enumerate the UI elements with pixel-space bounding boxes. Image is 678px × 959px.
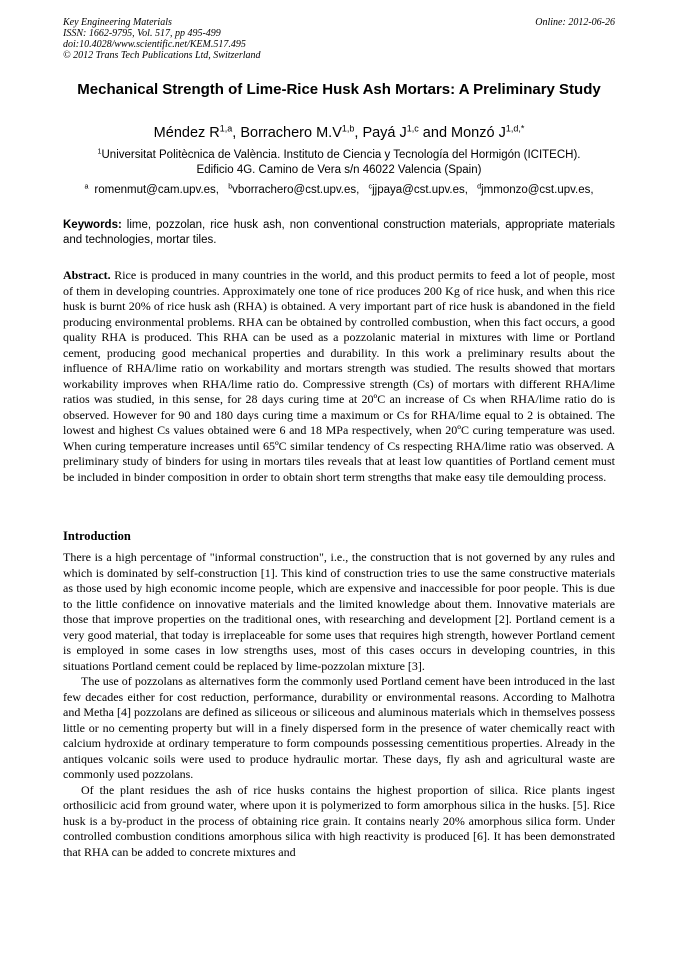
keywords <box>63 218 615 248</box>
paper-title: Mechanical Strength of Lime-Rice Husk Ash Mortars: A Preliminary Study <box>77 81 601 98</box>
author-affil-sup: 1,b <box>341 123 355 134</box>
journal-name: Key Engineering Materials <box>63 17 172 28</box>
affiliation-sup: 1 <box>97 147 102 156</box>
journal-copyright: © 2012 Trans Tech Publications Ltd, Switzerland <box>63 50 261 61</box>
author-separator: and <box>418 125 452 141</box>
author-name: Payá J <box>362 125 407 141</box>
abstract-text: Rice is produced in many countries in the world, and this product permits to feed a lot of people, most of them in developing countries. Approximately one tone of rice produces 200 Kg of rice husk, and when this rice husk is burnt 20% of rice husk ash (RHA) is obtained. A very important part of rice husk is abandoned in the field producing environmental problems. RHA can be obtained by controlled combustion, when this fact occurs, a good quality RHA is produced. This RHA can be used as a pozzolanic material in mixtures with lime or Portland cement, producing good mechanical properties and durability. In this work a preliminary results about the influence of RHA/lime ratio on workability and mortars strength was studied. The results showed that mortars workability improves when RHA/lime ratio do. Compressive strength (Cs) of mortars with different RHA/lime ratios was studied, in this sense, for 28 days curing time at 20ºC an increase of Cs when RHA/lime ratio do is observed. However for 90 and 180 days curing time a maximum or Cs for RHA/lime equal to 2 is obtained. The lowest and highest Cs values obtained were 6 and 18 MPa respectively, when 20ºC curing temperature was used. When curing temperature increases until 65ºC similar tendency of Cs respecting RHA/lime ratio was observed. A preliminary study of binders for using in mortars tiles reveals that at least low quantities of Portland cement must be included in binder composition in order to obtain short term strengths that make easy tile demoulding process. <box>63 268 615 484</box>
author-list <box>63 123 615 143</box>
author-separator: , <box>232 125 241 141</box>
abstract-label: Abstract. <box>63 268 111 282</box>
journal-doi: doi:10.4028/www.scientific.net/KEM.517.495 <box>63 39 246 50</box>
author-name: Méndez R <box>153 125 220 141</box>
affiliation <box>63 148 615 178</box>
email-sup: c <box>368 182 373 191</box>
journal-header <box>63 17 615 61</box>
email-sup: b <box>228 182 233 191</box>
author-affil-sup: 1,d,* <box>505 123 525 134</box>
author-name: Borrachero M.V <box>240 125 342 141</box>
introduction-body <box>63 550 615 860</box>
email-address[interactable]: jjpaya@cst.upv.es, <box>372 184 468 196</box>
email-address[interactable]: jmmonzo@cst.upv.es, <box>481 184 594 196</box>
email-list <box>63 183 615 198</box>
paragraph: There is a high percentage of "informal construction", i.e., the construction that is not governed by any rules and which is dominated by self-construction [1]. This kind of construction tries to use the same constructive materials as those used by high economic income people, which are expensive and inaccessible for poor people. This is due to the little confidence on innovative materials and the limited knowledge about them. Innovative materials are those that improve properties on the traditional ones, with researching and development [2]. Portland cement is a very good material, that today is irreplaceable for some uses that requires high strength, however Portland cement is employed in some cases in low strengths uses, most of this cases occurs in developing countries, in this situations Portland cement could be replaced by lime-pozzolan mixture [3]. <box>63 550 615 673</box>
affiliation-line-1: Universitat Politècnica de València. Instituto de Ciencia y Tecnología del Hormigón (ICITECH). <box>101 149 581 161</box>
author-affil-sup: 1,a <box>219 123 233 134</box>
email-address[interactable]: romenmut@cam.upv.es, <box>94 184 219 196</box>
journal-issn: ISSN: 1662-9795, Vol. 517, pp 495-499 <box>63 28 221 39</box>
online-date: Online: 2012-06-26 <box>535 17 615 28</box>
keywords-text: lime, pozzolan, rice husk ash, non conventional construction materials, appropriate materials and technologies, mortar tiles. <box>63 219 615 246</box>
email-address[interactable]: vborrachero@cst.upv.es, <box>232 184 360 196</box>
author-separator: , <box>354 125 363 141</box>
abstract <box>63 268 615 485</box>
paragraph: The use of pozzolans as alternatives form the commonly used Portland cement have been introduced in the last few decades either for cost reduction, performance, durability or environmental reasons. According to Malhotra and Metha [4] pozzolans are defined as siliceous or siliceous and aluminous materials which in themselves possess little or no cementing property but will in a finely dispersed form in the presence of water chemically react with calcium hydroxide at ordinary temperature to form compounds possessing cementitious properties. Already in the antiques volcanic soils were used to produce hydraulic mortar. These days, fly ash and agricultural waste are commonly used pozzolans. <box>63 674 615 781</box>
keywords-label: Keywords: <box>63 219 122 231</box>
author-affil-sup: 1,c <box>406 123 419 134</box>
email-sup: a <box>84 182 89 191</box>
section-heading-introduction: Introduction <box>63 529 131 543</box>
paragraph: Of the plant residues the ash of rice husks contains the highest proportion of silica. Rice plants ingest orthosilicic acid from ground water, where upon it is polymerized to form amorphous silica in the husks. [5]. Rice husk is a by-product in the process of obtaining rice grain. It contains nearly 20% amorphous silica form. Under controlled combustion conditions amorphous silica with high reactivity is produced [6]. It has been demonstrated that RHA can be added to concrete mixtures and <box>63 782 615 859</box>
affiliation-line-2: Edificio 4G. Camino de Vera s/n 46022 Valencia (Spain) <box>196 164 482 176</box>
email-sup: d <box>477 182 482 191</box>
author-name: Monzó J <box>451 125 506 141</box>
